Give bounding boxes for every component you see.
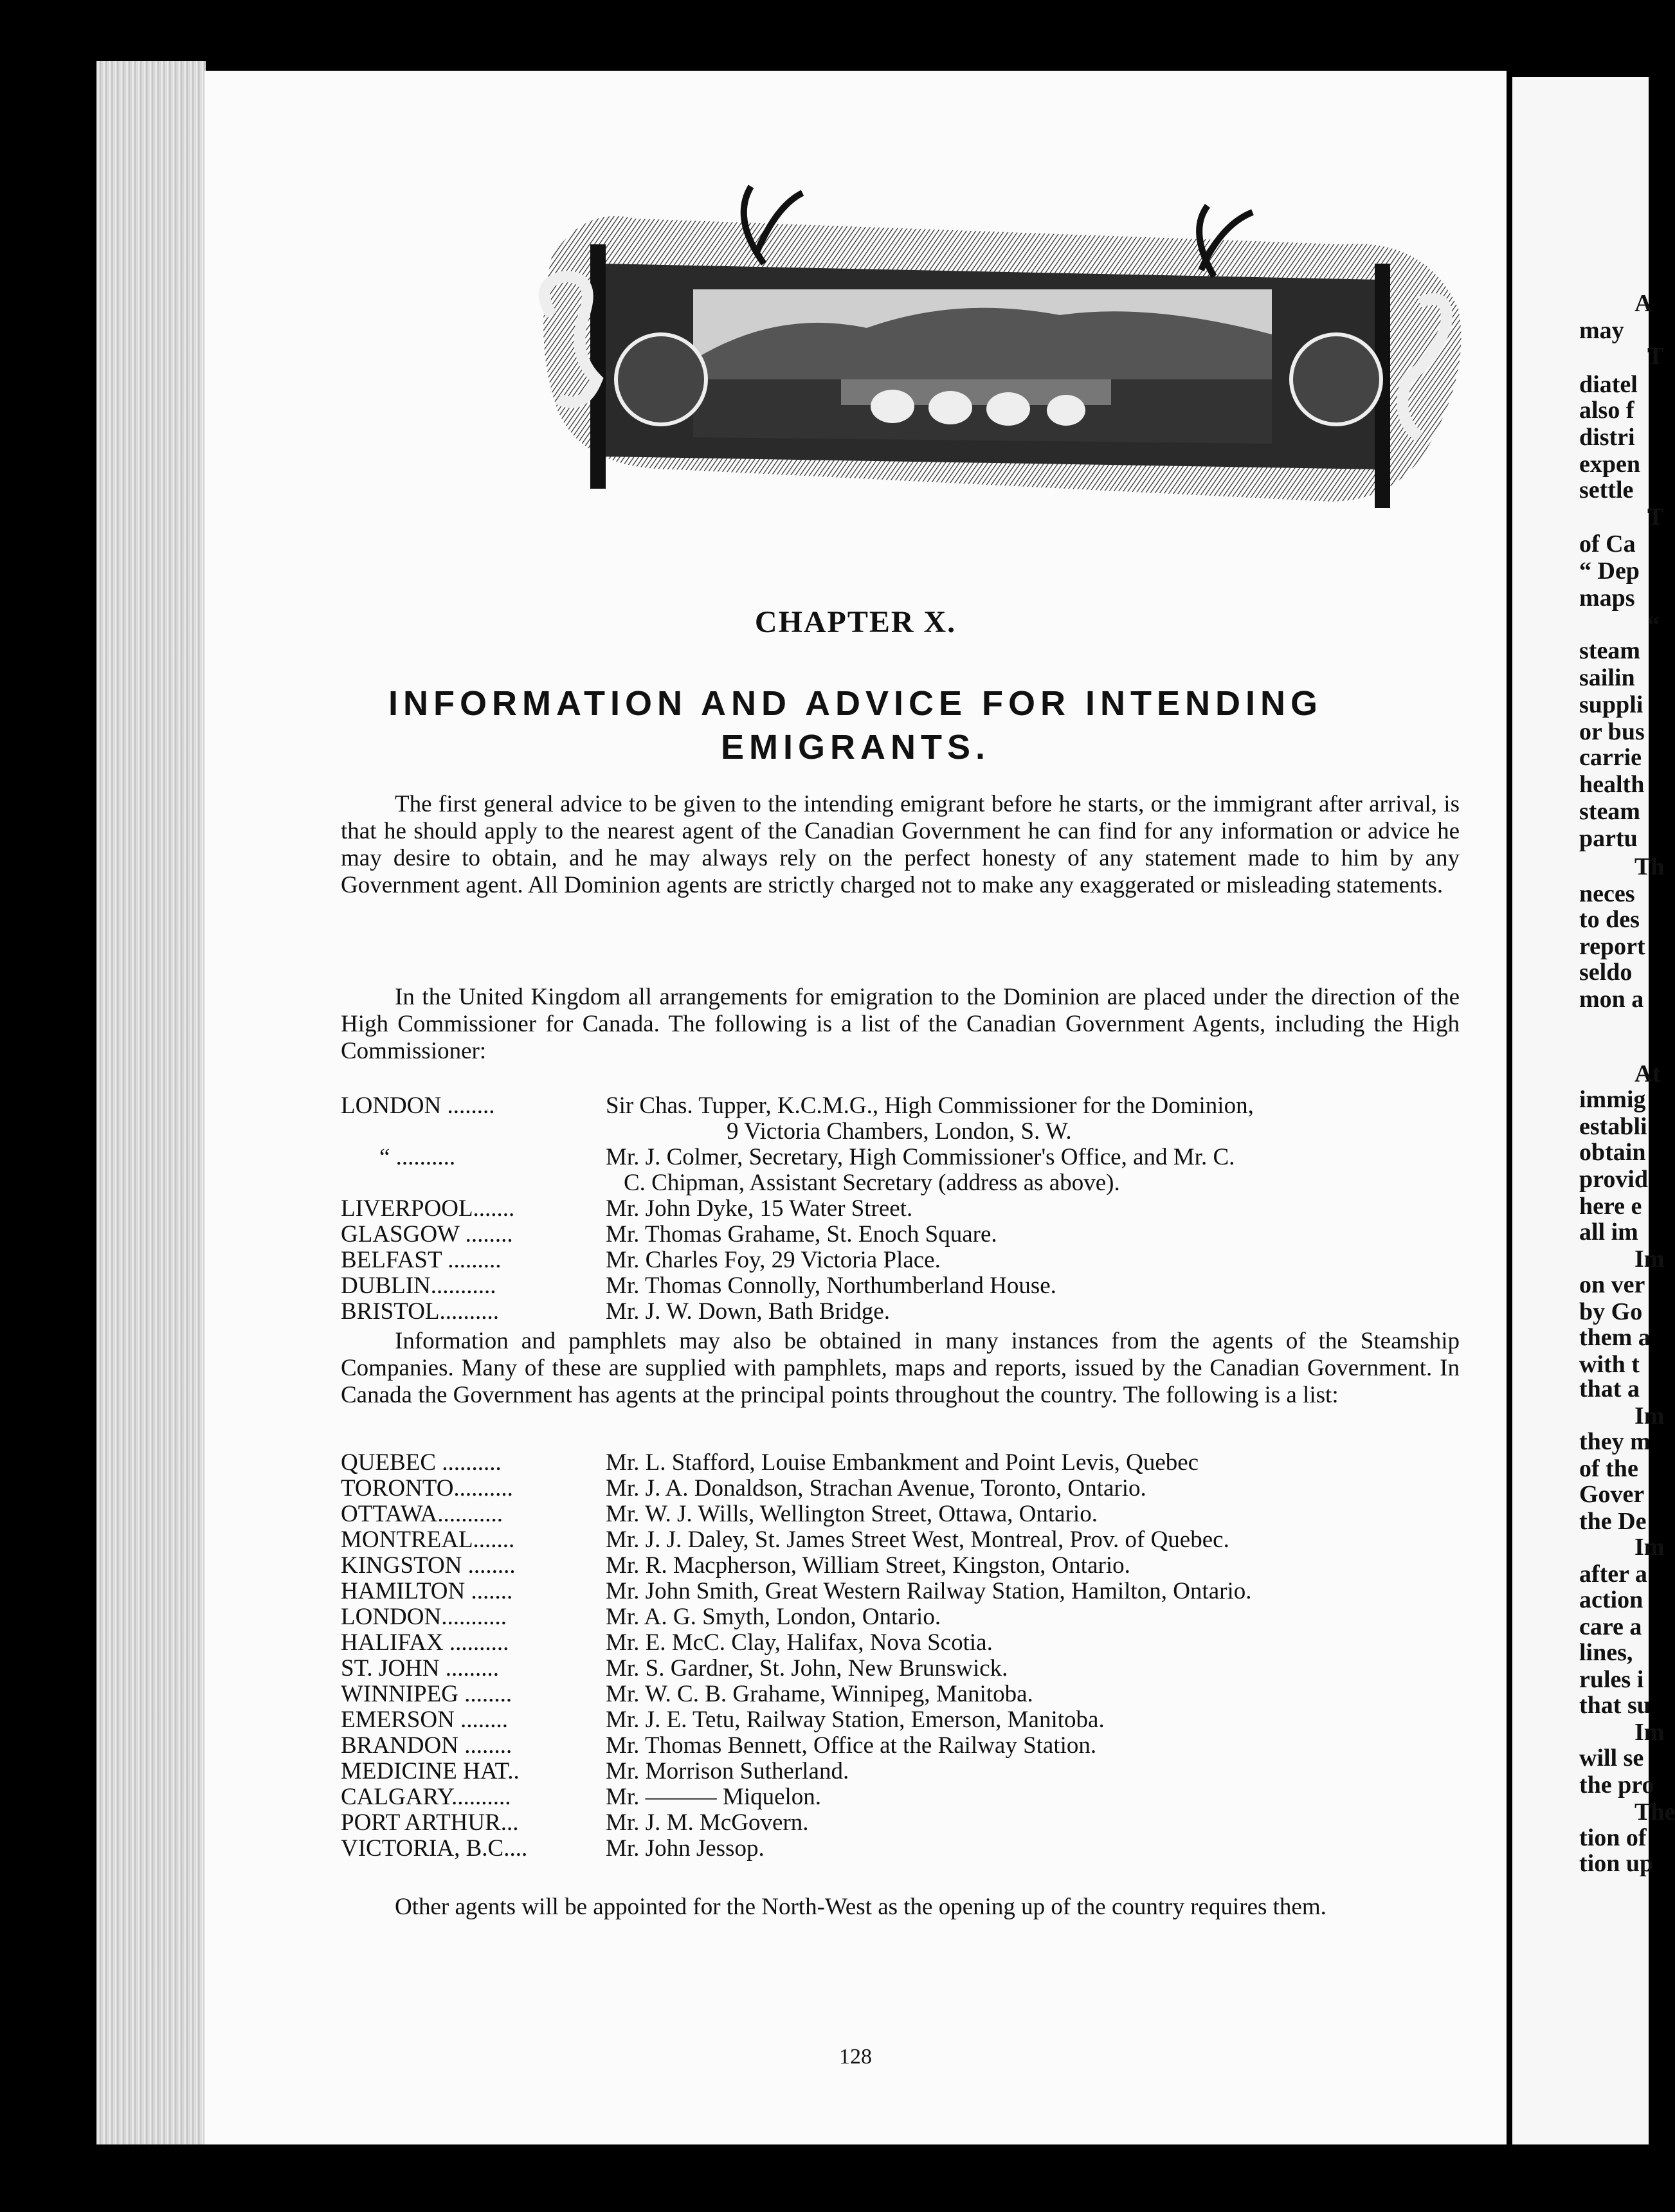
page-title — [204, 682, 1507, 769]
facing-page-line: immig — [1579, 1086, 1646, 1113]
agent-city: HAMILTON ....... — [341, 1578, 513, 1604]
list-item — [341, 1145, 1485, 1170]
agent-city: BRANDON ........ — [341, 1732, 512, 1759]
facing-page-line: suppli — [1579, 691, 1643, 718]
agent-detail: Mr. S. Gardner, St. John, New Brunswick. — [606, 1655, 1008, 1682]
agent-city: LIVERPOOL....... — [341, 1195, 515, 1222]
facing-page-line: T — [1647, 343, 1664, 370]
facing-page-line: tion up — [1579, 1850, 1654, 1877]
agent-detail: Mr. W. J. Wills, Wellington Street, Ottawa, Ontario. — [606, 1501, 1098, 1527]
page-edge — [96, 61, 206, 2144]
list-item — [341, 1630, 1485, 1656]
facing-page-line: neces — [1579, 880, 1635, 907]
list-item-continuation: 9 Victoria Chambers, London, S. W. — [727, 1118, 1072, 1145]
facing-page-line: on ver — [1579, 1271, 1645, 1298]
title-line-1: INFORMATION AND ADVICE FOR INTENDING — [388, 684, 1323, 723]
agent-city: VICTORIA, B.C.... — [341, 1835, 528, 1862]
list-item — [341, 1247, 1485, 1273]
facing-page-line: of Ca — [1579, 530, 1636, 558]
facing-page-line: the De — [1579, 1508, 1647, 1535]
facing-page-line: tion of — [1579, 1824, 1647, 1851]
agent-detail: Mr. W. C. B. Grahame, Winnipeg, Manitoba. — [606, 1681, 1033, 1707]
page-number: 128 — [839, 2045, 872, 2069]
facing-page-line: that a — [1579, 1375, 1640, 1402]
agent-detail: Mr. J. E. Tetu, Railway Station, Emerson, Manitoba. — [606, 1707, 1105, 1733]
list-item — [341, 1450, 1485, 1476]
agent-city: LONDON........... — [341, 1604, 507, 1630]
agent-detail: Mr. Morrison Sutherland. — [606, 1758, 849, 1784]
facing-page-line: of the — [1579, 1455, 1638, 1482]
facing-page-line: establi — [1579, 1113, 1647, 1140]
facing-page-line: may — [1579, 317, 1624, 344]
facing-page-line: At — [1634, 1060, 1661, 1087]
facing-page-line: them a — [1579, 1324, 1651, 1351]
facing-page-line: mon a — [1579, 986, 1644, 1013]
facing-page-line: all im — [1579, 1219, 1638, 1246]
agent-city: MONTREAL....... — [341, 1527, 515, 1553]
list-item — [341, 1784, 1485, 1810]
list-item — [341, 1527, 1485, 1553]
list-item — [341, 1656, 1485, 1682]
agent-detail: Mr. J. Colmer, Secretary, High Commissioner's Office, and Mr. C. — [606, 1144, 1235, 1170]
facing-page-line: care a — [1579, 1613, 1642, 1640]
facing-page-line: rules i — [1579, 1666, 1644, 1693]
list-item — [341, 1682, 1485, 1707]
agent-city: GLASGOW ........ — [341, 1221, 513, 1247]
facing-page-line: here e — [1579, 1193, 1642, 1220]
list-item — [341, 1093, 1485, 1119]
facing-page-line: Im — [1634, 1246, 1665, 1273]
list-item — [341, 1476, 1485, 1501]
agent-city: OTTAWA........... — [341, 1501, 503, 1527]
paragraph-uk-arrangements: In the United Kingdom all arrangements for emigration to the Dominion are placed under the direction of the High Commissioner for Canada. The following is a list of the Canadian Government Agents, including the High Commissioner: — [341, 984, 1460, 1064]
facing-page-line: maps — [1579, 585, 1635, 612]
list-item — [341, 1604, 1485, 1630]
facing-page-line: settle — [1579, 476, 1634, 503]
list-item — [341, 1759, 1485, 1784]
paragraph-general-advice: The first general advice to be given to the intending emigrant before he starts, or the immigrant after arrival, is that he should apply to the nearest agent of the Canadian Government he can find for any information or advice he may desire to obtain, and he may always rely on the perfect honesty of any statement made to him by any Government agent. All Dominion agents are strictly charged not to make any exaggerated or misleading statements. — [341, 791, 1460, 898]
agent-city: LONDON ........ — [341, 1092, 495, 1119]
list-item — [341, 1836, 1485, 1862]
agent-detail: Mr. A. G. Smyth, London, Ontario. — [606, 1604, 941, 1630]
list-item — [341, 1579, 1485, 1604]
facing-page-line: will se — [1579, 1745, 1644, 1772]
facing-page-line: lines, — [1579, 1639, 1633, 1666]
facing-page-line: partu — [1579, 825, 1638, 852]
agent-detail: Mr. John Dyke, 15 Water Street. — [606, 1195, 913, 1222]
facing-page-line: carrie — [1579, 744, 1642, 771]
facing-page-line: that su — [1579, 1692, 1651, 1719]
facing-page-line: T — [1647, 503, 1664, 530]
agent-city: KINGSTON ........ — [341, 1552, 516, 1579]
agent-detail: Sir Chas. Tupper, K.C.M.G., High Commissioner for the Dominion, — [606, 1092, 1254, 1119]
agent-city: BRISTOL.......... — [341, 1298, 500, 1325]
agent-city: HALIFAX .......... — [341, 1629, 509, 1656]
agent-city: “ .......... — [379, 1144, 456, 1170]
agent-city: MEDICINE HAT.. — [341, 1758, 520, 1784]
paragraph-other-agents: Other agents will be appointed for the North-West as the opening up of the country requires them. — [395, 1894, 1326, 1920]
list-item — [341, 1553, 1485, 1579]
facing-page-line: The — [1634, 1799, 1675, 1826]
list-item — [341, 1707, 1485, 1733]
list-item — [341, 1810, 1485, 1836]
facing-page-line: they m — [1579, 1428, 1651, 1455]
facing-page-line: also f — [1579, 397, 1634, 424]
agent-detail: Mr. Thomas Grahame, St. Enoch Square. — [606, 1221, 997, 1247]
facing-page-line: A — [1634, 290, 1652, 317]
agent-city: CALGARY.......... — [341, 1784, 511, 1810]
facing-page-line: Gover — [1579, 1481, 1645, 1508]
list-item — [341, 1222, 1485, 1247]
facing-page-line: sailin — [1579, 664, 1635, 691]
agent-detail: Mr. J. M. McGovern. — [606, 1809, 809, 1836]
facing-page-line: Th — [1634, 853, 1665, 880]
facing-page-line: diatel — [1579, 371, 1638, 398]
facing-page-line: expen — [1579, 451, 1640, 478]
facing-page-line: after a — [1579, 1561, 1647, 1588]
chapter-heading: CHAPTER X. — [754, 605, 957, 639]
agent-detail: Mr. E. McC. Clay, Halifax, Nova Scotia. — [606, 1629, 993, 1656]
uk-agents-list — [341, 1093, 1485, 1325]
agent-detail: Mr. J. A. Donaldson, Strachan Avenue, Toronto, Ontario. — [606, 1475, 1146, 1501]
canada-agents-list — [341, 1450, 1485, 1862]
agent-detail: Mr. Thomas Bennett, Office at the Railway Station. — [606, 1732, 1097, 1759]
list-item — [341, 1733, 1485, 1759]
facing-page-line: Im — [1634, 1534, 1665, 1561]
paragraph-steamship-agents: Information and pamphlets may also be obtained in many instances from the agents of the Steamship Companies. Many of these are supplied with pamphlets, maps and reports, issued by the Canadian Government. In Canada the Government has agents at the principal points throughout the country. The following is a list: — [341, 1328, 1460, 1408]
agent-city: TORONTO.......... — [341, 1475, 513, 1501]
facing-page-line: seldo — [1579, 959, 1633, 986]
agent-city: WINNIPEG ........ — [341, 1681, 512, 1707]
agent-detail: Mr. J. W. Down, Bath Bridge. — [606, 1298, 890, 1325]
list-item — [341, 1196, 1485, 1222]
facing-page-line: Im — [1634, 1402, 1665, 1429]
facing-page-line: provid — [1579, 1166, 1649, 1193]
facing-page-line: health — [1579, 771, 1645, 798]
agent-city: PORT ARTHUR... — [341, 1809, 519, 1836]
facing-page-fragment — [1512, 77, 1675, 2144]
facing-page-line: action — [1579, 1586, 1643, 1613]
agent-detail: Mr. R. Macpherson, William Street, Kingston, Ontario. — [606, 1552, 1130, 1579]
list-item — [341, 1273, 1485, 1299]
agent-detail: Mr. Charles Foy, 29 Victoria Place. — [606, 1247, 941, 1273]
facing-page-line: “ — [1647, 612, 1660, 639]
agent-detail: Mr. John Jessop. — [606, 1835, 765, 1862]
agent-city: DUBLIN........... — [341, 1273, 496, 1299]
title-line-2: EMIGRANTS. — [720, 728, 990, 766]
agent-detail: Mr. L. Stafford, Louise Embankment and Point Levis, Quebec — [606, 1449, 1199, 1476]
agent-city: BELFAST ......... — [341, 1247, 502, 1273]
facing-page-line: steam — [1579, 637, 1640, 664]
facing-page-line: or bus — [1579, 718, 1645, 745]
facing-page-line: the pro — [1579, 1772, 1654, 1799]
agent-city: QUEBEC .......... — [341, 1449, 502, 1476]
book-page — [204, 71, 1507, 2144]
facing-page-line: steam — [1579, 798, 1640, 825]
facing-page-line: obtain — [1579, 1139, 1646, 1166]
facing-page-line: distri — [1579, 424, 1635, 451]
list-item-continuation: C. Chipman, Assistant Secretary (address as above). — [624, 1170, 1120, 1196]
agent-detail: Mr. J. J. Daley, St. James Street West, Montreal, Prov. of Quebec. — [606, 1527, 1229, 1553]
agent-city: EMERSON ........ — [341, 1707, 509, 1733]
facing-page-line: by Go — [1579, 1298, 1643, 1325]
agent-detail: Mr. Thomas Connolly, Northumberland House. — [606, 1273, 1056, 1299]
facing-page-line: “ Dep — [1579, 558, 1640, 585]
scenic-vignette-illustration — [507, 167, 1471, 527]
facing-page-line: report — [1579, 933, 1645, 960]
facing-page-line: Im — [1634, 1719, 1665, 1746]
agent-city: ST. JOHN ......... — [341, 1655, 499, 1682]
agent-detail: Mr. ——— Miquelon. — [606, 1784, 822, 1810]
agent-detail: Mr. John Smith, Great Western Railway Station, Hamilton, Ontario. — [606, 1578, 1252, 1604]
facing-page-line: to des — [1579, 906, 1640, 933]
facing-page-line: with t — [1579, 1351, 1640, 1378]
list-item — [341, 1299, 1485, 1325]
list-item — [341, 1501, 1485, 1527]
